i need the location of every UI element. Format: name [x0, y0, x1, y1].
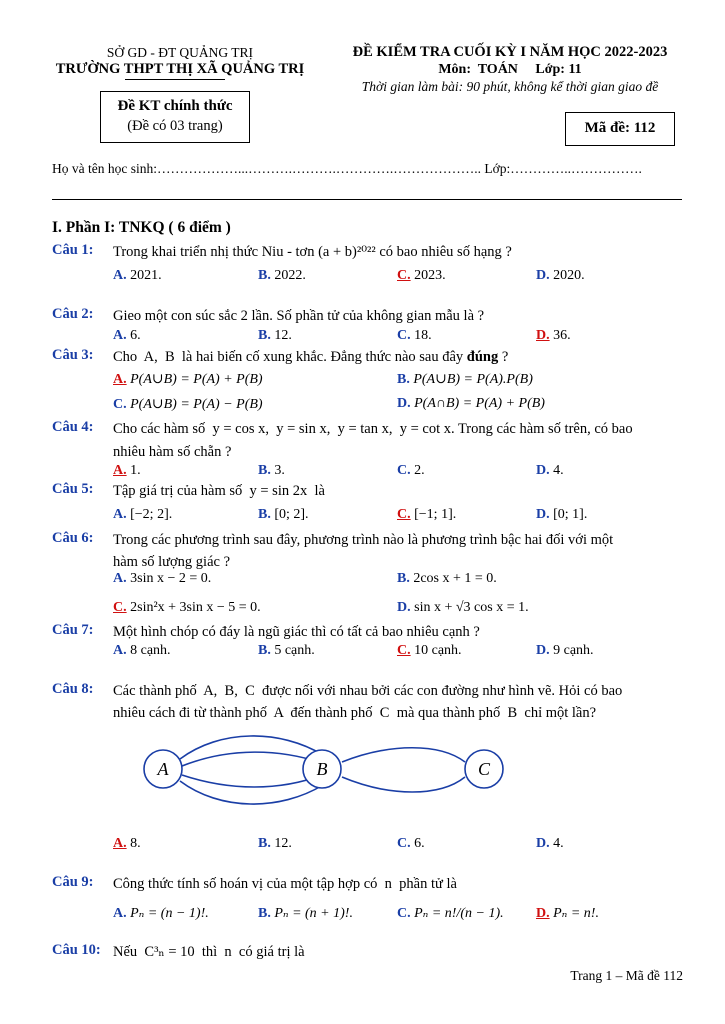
- option[interactable]: [536, 643, 594, 659]
- option-text: 10 cạnh.: [414, 643, 462, 658]
- section-title: I. Phần I: TNKQ ( 6 điểm ): [52, 219, 231, 236]
- school-name: TRƯỜNG THPT THỊ XÃ QUẢNG TRỊ: [55, 61, 305, 77]
- option-letter: A.: [113, 507, 127, 522]
- option-text: 2cos x + 1 = 0.: [413, 571, 497, 586]
- option[interactable]: [113, 396, 263, 413]
- option-letter-answer: C.: [397, 268, 411, 283]
- option-text: 3.: [274, 463, 285, 478]
- option[interactable]: [113, 905, 209, 922]
- option-text: 2020.: [553, 268, 585, 283]
- option[interactable]: [536, 328, 571, 344]
- option-text: [−2; 2].: [130, 507, 173, 522]
- option[interactable]: [397, 328, 432, 344]
- option[interactable]: [397, 905, 504, 922]
- option[interactable]: [397, 571, 497, 587]
- question-text: Nếu C³ₙ = 10 thì n có giá trị là: [113, 944, 305, 960]
- question-label: Câu 5:: [52, 481, 94, 497]
- question-text: Công thức tính số hoán vị của một tập hợp có n phần tử là: [113, 876, 457, 892]
- question-label: Câu 10:: [52, 942, 101, 958]
- option-text: Pₙ = (n − 1)!.: [130, 906, 209, 921]
- option-text: P(A∪B) = P(A).P(B): [413, 372, 533, 387]
- question-label: Câu 2:: [52, 306, 94, 322]
- option-letter: D.: [397, 396, 411, 411]
- question-label: Câu 3:: [52, 347, 94, 363]
- option-letter: D.: [536, 463, 550, 478]
- exam-title: ĐỀ KIỂM TRA CUỐI KỲ I NĂM HỌC 2022-2023: [352, 44, 668, 60]
- option-letter: D.: [536, 507, 550, 522]
- question-text: Các thành phố A, B, C được nối với nhau bởi các con đường như hình vẽ. Hỏi có bao: [113, 683, 623, 699]
- question-label: Câu 4:: [52, 419, 94, 435]
- question-text-emphasis: đúng: [466, 349, 499, 365]
- city-a-label: A: [157, 759, 169, 779]
- option[interactable]: [397, 836, 425, 852]
- option-letter: A.: [113, 328, 127, 343]
- option-text: 2023.: [414, 268, 446, 283]
- option[interactable]: [397, 371, 533, 388]
- road-ab-4: [180, 781, 323, 804]
- page-count-note: (Đề có 03 trang): [127, 118, 223, 134]
- option-text: 2.: [414, 463, 425, 478]
- option[interactable]: [113, 600, 261, 616]
- option[interactable]: [258, 328, 292, 344]
- city-c-label: C: [477, 759, 491, 779]
- option-text: 4.: [553, 836, 564, 851]
- option-letter: D.: [397, 600, 411, 615]
- option-letter-answer: D.: [536, 328, 550, 343]
- option[interactable]: [536, 463, 564, 479]
- option-letter: C.: [397, 463, 411, 478]
- option-text: 2021.: [130, 268, 162, 283]
- question-text: Trong các phương trình sau đây, phương trình nào là phương trình bậc hai đối với một: [113, 532, 614, 548]
- time-note: Thời gian làm bài: 90 phút, không kể thời gian giao đề: [361, 79, 659, 94]
- option-letter-answer: A.: [113, 836, 127, 851]
- road-ab-3: [182, 775, 322, 787]
- option[interactable]: [536, 836, 564, 852]
- option-letter: C.: [397, 836, 411, 851]
- option-letter: B.: [258, 507, 271, 522]
- option-letter: D.: [536, 268, 550, 283]
- option-letter-answer: C.: [113, 600, 127, 615]
- question-label: Câu 8:: [52, 681, 94, 697]
- option-text: [0; 1].: [553, 507, 588, 522]
- question-text: Tập giá trị của hàm số y = sin 2x là: [113, 483, 325, 499]
- road-ab-2: [182, 752, 322, 766]
- option-text: Pₙ = n!.: [553, 906, 599, 921]
- option[interactable]: [397, 268, 446, 284]
- question-text-line2: nhiêu cách đi từ thành phố A đến thành phố C mà qua thành phố B chỉ một lần?: [113, 705, 597, 721]
- option[interactable]: [113, 836, 141, 852]
- option[interactable]: [397, 600, 529, 616]
- option-text: Pₙ = n!/(n − 1).: [414, 906, 504, 921]
- option-text: 8.: [130, 836, 141, 851]
- option[interactable]: [113, 268, 162, 284]
- option-letter-answer: A.: [113, 463, 127, 478]
- option[interactable]: [397, 463, 425, 479]
- option[interactable]: [536, 905, 599, 922]
- question-label: Câu 6:: [52, 530, 94, 546]
- option[interactable]: [113, 507, 172, 523]
- option-text: P(A∪B) = P(A) − P(B): [130, 397, 263, 412]
- option-letter: D.: [536, 643, 550, 658]
- header-left: [40, 44, 320, 78]
- option-letter: C.: [397, 328, 411, 343]
- option-letter: D.: [536, 836, 550, 851]
- option[interactable]: [113, 463, 141, 479]
- option[interactable]: [397, 643, 462, 659]
- option[interactable]: [258, 463, 285, 479]
- road-bc-1: [342, 748, 465, 762]
- option-text: 8 cạnh.: [130, 643, 171, 658]
- header-right: [330, 44, 690, 95]
- page-footer: Trang 1 – Mã đề 112: [570, 968, 683, 983]
- option-letter-answer: C.: [397, 507, 411, 522]
- question-text: Cho các hàm số y = cos x, y = sin x, y = tan x, y = cot x. Trong các hàm số trên, có bao: [113, 421, 633, 437]
- option-letter: A.: [113, 906, 127, 921]
- option-text: sin x + √3 cos x = 1.: [414, 600, 529, 615]
- official-box: [100, 91, 250, 143]
- option[interactable]: [258, 268, 306, 284]
- option-text: 1.: [130, 463, 141, 478]
- option-text: 18.: [414, 328, 432, 343]
- option[interactable]: [258, 836, 292, 852]
- option-letter: B.: [258, 643, 271, 658]
- option[interactable]: [113, 371, 263, 388]
- option-letter: B.: [258, 268, 271, 283]
- option[interactable]: [258, 507, 309, 523]
- road-diagram: [120, 735, 540, 805]
- option[interactable]: [536, 507, 587, 523]
- option-letter: A.: [113, 643, 127, 658]
- option-letter: B.: [258, 836, 271, 851]
- option-text: 4.: [553, 463, 564, 478]
- option-letter: B.: [258, 328, 271, 343]
- option[interactable]: [536, 268, 585, 284]
- option-letter: B.: [397, 571, 410, 586]
- option-letter-answer: C.: [397, 643, 411, 658]
- student-info-line: Họ và tên học sinh:………………...……….……….………….……………….. Lớp:…………..…………….: [52, 161, 642, 176]
- option-text: [0; 2].: [274, 507, 309, 522]
- option-text: 2sin²x + 3sin x − 5 = 0.: [130, 600, 261, 615]
- option-text: P(A∩B) = P(A) + P(B): [414, 396, 545, 411]
- road-ab-1: [180, 736, 323, 759]
- city-b-label: B: [316, 759, 328, 779]
- subject-grade: Môn: TOÁN Lớp: 11: [438, 62, 582, 77]
- option[interactable]: [397, 507, 456, 523]
- option-text: 6.: [414, 836, 425, 851]
- question-text: Một hình chóp có đáy là ngũ giác thì có tất cả bao nhiêu cạnh ?: [113, 624, 480, 640]
- option-text: 12.: [274, 328, 292, 343]
- divider: [52, 199, 682, 200]
- question-label: Câu 1:: [52, 242, 94, 258]
- option-text: P(A∪B) = P(A) + P(B): [130, 372, 263, 387]
- option-letter-answer: A.: [113, 372, 127, 387]
- option-letter: C.: [397, 906, 411, 921]
- question-text-main: Cho A, B là hai biến cố xung khắc. Đẳng thức nào sau đây: [113, 349, 467, 365]
- question-label: Câu 7:: [52, 622, 94, 638]
- option-letter: A.: [113, 268, 127, 283]
- option-text: 5 cạnh.: [274, 643, 315, 658]
- option-text: 2022.: [274, 268, 306, 283]
- option[interactable]: [258, 905, 353, 922]
- question-text-line2: nhiêu hàm số chẵn ?: [113, 444, 232, 460]
- question-text: Trong khai triển nhị thức Niu - tơn (a + b)²⁰²² có bao nhiêu số hạng ?: [113, 244, 512, 260]
- option-letter: C.: [113, 397, 127, 412]
- option-text: 6.: [130, 328, 141, 343]
- option-letter: B.: [258, 906, 271, 921]
- option-text: 12.: [274, 836, 292, 851]
- option[interactable]: [397, 396, 545, 412]
- question-text-line2: hàm số lượng giác ?: [113, 554, 230, 570]
- question-label: Câu 9:: [52, 874, 94, 890]
- road-bc-2: [342, 777, 465, 792]
- official-label: Đề KT chính thức: [117, 98, 233, 114]
- option[interactable]: [113, 571, 211, 587]
- option[interactable]: [258, 643, 315, 659]
- option-letter-answer: D.: [536, 906, 550, 921]
- option-letter: B.: [397, 372, 410, 387]
- option-text: 36.: [553, 328, 571, 343]
- option[interactable]: [113, 643, 171, 659]
- question-text-end: ?: [498, 349, 509, 365]
- option[interactable]: [113, 328, 141, 344]
- question-text: Gieo một con súc sắc 2 lần. Số phần tử của không gian mẫu là ?: [113, 308, 485, 324]
- option-text: 3sin x − 2 = 0.: [130, 571, 212, 586]
- option-letter: B.: [258, 463, 271, 478]
- option-letter: A.: [113, 571, 127, 586]
- exam-code-box: Mã đề: 112: [565, 112, 675, 146]
- school-underline: [125, 79, 225, 80]
- department-name: SỞ GD - ĐT QUẢNG TRỊ: [106, 45, 254, 60]
- option-text: Pₙ = (n + 1)!.: [274, 906, 353, 921]
- option-text: [−1; 1].: [414, 507, 457, 522]
- question-text: [113, 347, 508, 367]
- option-text: 9 cạnh.: [553, 643, 594, 658]
